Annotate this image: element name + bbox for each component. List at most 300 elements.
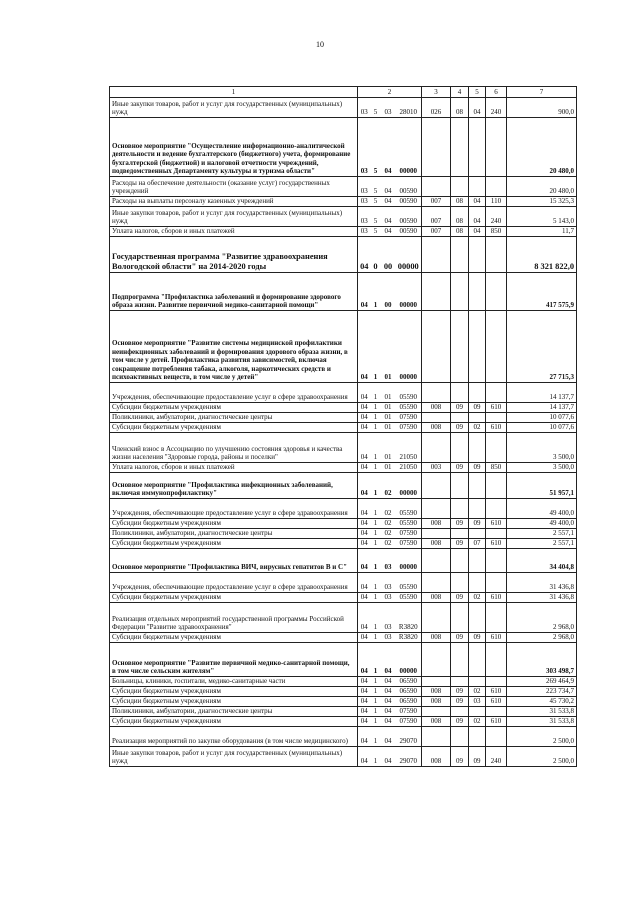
code-part-cell: 04 bbox=[358, 237, 371, 273]
table-row bbox=[110, 539, 577, 549]
row-name-cell: Членский взнос в Ассоциацию по улучшению состояния здоровья и качества жизни населения "Здоровые города, районы и поселки" bbox=[110, 433, 358, 463]
amount-cell: 31 533,8 bbox=[507, 717, 577, 727]
amount-cell: 10 077,6 bbox=[507, 423, 577, 433]
col4-cell: 09 bbox=[451, 687, 469, 697]
col6-cell: 610 bbox=[486, 633, 507, 643]
code-part-cell: 05590 bbox=[396, 383, 422, 403]
table-row bbox=[110, 463, 577, 473]
table-row bbox=[110, 177, 577, 197]
row-name-cell: Субсидии бюджетным учреждениям bbox=[110, 593, 358, 603]
code-part-cell: 02 bbox=[381, 529, 396, 539]
code-part-cell: 01 bbox=[381, 413, 396, 423]
code-part-cell: 04 bbox=[358, 549, 371, 573]
code-part-cell: 01 bbox=[381, 423, 396, 433]
code-part-cell: 1 bbox=[371, 273, 381, 311]
col5-cell bbox=[469, 118, 486, 177]
amount-cell: 2 557,1 bbox=[507, 539, 577, 549]
code-part-cell: 07590 bbox=[396, 529, 422, 539]
page-number: 10 bbox=[316, 40, 324, 49]
col4-cell: 09 bbox=[451, 593, 469, 603]
col5-cell bbox=[469, 603, 486, 633]
amount-cell: 14 137,7 bbox=[507, 403, 577, 413]
table-row bbox=[110, 573, 577, 593]
table-row bbox=[110, 717, 577, 727]
col5-cell: 03 bbox=[469, 697, 486, 707]
code-part-cell: 04 bbox=[358, 573, 371, 593]
row-name-cell: Субсидии бюджетным учреждениям bbox=[110, 697, 358, 707]
header-cell: 2 bbox=[358, 87, 422, 98]
code-part-cell: 1 bbox=[371, 519, 381, 529]
table-row bbox=[110, 549, 577, 573]
col4-cell: 09 bbox=[451, 697, 469, 707]
code-part-cell: 04 bbox=[381, 697, 396, 707]
code-part-cell: 04 bbox=[381, 707, 396, 717]
col4-cell: 09 bbox=[451, 423, 469, 433]
col5-cell bbox=[469, 529, 486, 539]
table-row bbox=[110, 197, 577, 207]
code-part-cell: 04 bbox=[358, 403, 371, 413]
code-part-cell: 01 bbox=[381, 403, 396, 413]
col4-cell bbox=[451, 499, 469, 519]
code-part-cell: 00590 bbox=[396, 207, 422, 227]
code-part-cell: 06590 bbox=[396, 677, 422, 687]
col6-cell bbox=[486, 177, 507, 197]
col4-cell bbox=[451, 273, 469, 311]
code-part-cell: 00 bbox=[381, 273, 396, 311]
col3-cell: 008 bbox=[422, 697, 451, 707]
col3-cell bbox=[422, 603, 451, 633]
amount-cell: 11,7 bbox=[507, 227, 577, 237]
col3-cell bbox=[422, 413, 451, 423]
col3-cell bbox=[422, 677, 451, 687]
code-part-cell: 04 bbox=[358, 383, 371, 403]
code-part-cell: 02 bbox=[381, 519, 396, 529]
code-part-cell: 04 bbox=[358, 633, 371, 643]
amount-cell: 34 404,8 bbox=[507, 549, 577, 573]
code-part-cell: 04 bbox=[381, 643, 396, 677]
code-part-cell: 1 bbox=[371, 643, 381, 677]
col4-cell bbox=[451, 707, 469, 717]
code-part-cell: 1 bbox=[371, 463, 381, 473]
row-name-cell: Субсидии бюджетным учреждениям bbox=[110, 633, 358, 643]
code-part-cell: 01 bbox=[381, 383, 396, 403]
col6-cell: 240 bbox=[486, 747, 507, 767]
code-part-cell: 04 bbox=[358, 707, 371, 717]
code-part-cell: 05590 bbox=[396, 499, 422, 519]
table-row bbox=[110, 227, 577, 237]
amount-cell: 417 575,9 bbox=[507, 273, 577, 311]
code-part-cell: 03 bbox=[381, 603, 396, 633]
col4-cell bbox=[451, 473, 469, 499]
code-part-cell: 03 bbox=[358, 177, 371, 197]
amount-cell: 31 436,8 bbox=[507, 573, 577, 593]
row-name-cell: Учреждения, обеспечивающие предоставление услуг в сфере здравоохранения bbox=[110, 383, 358, 403]
row-name-cell: Уплата налогов, сборов и иных платежей bbox=[110, 463, 358, 473]
amount-cell: 269 464,9 bbox=[507, 677, 577, 687]
col6-cell: 850 bbox=[486, 463, 507, 473]
header-cell: 3 bbox=[422, 87, 451, 98]
code-part-cell: 1 bbox=[371, 383, 381, 403]
row-name-cell: Субсидии бюджетным учреждениям bbox=[110, 539, 358, 549]
code-part-cell: 28010 bbox=[396, 98, 422, 118]
row-name-cell: Государственная программа "Развитие здравоохранения Вологодской области" на 2014-2020 годы bbox=[110, 237, 358, 273]
amount-cell: 2 500,0 bbox=[507, 747, 577, 767]
col4-cell bbox=[451, 603, 469, 633]
row-name-cell: Субсидии бюджетным учреждениям bbox=[110, 403, 358, 413]
amount-cell: 3 500,0 bbox=[507, 433, 577, 463]
amount-cell: 303 498,7 bbox=[507, 643, 577, 677]
header-cell: 6 bbox=[486, 87, 507, 98]
code-part-cell: 04 bbox=[358, 529, 371, 539]
col3-cell bbox=[422, 529, 451, 539]
row-name-cell: Уплата налогов, сборов и иных платежей bbox=[110, 227, 358, 237]
col3-cell: 008 bbox=[422, 593, 451, 603]
table-row bbox=[110, 687, 577, 697]
code-part-cell: 5 bbox=[371, 227, 381, 237]
code-part-cell: 00000 bbox=[396, 549, 422, 573]
table-row bbox=[110, 727, 577, 747]
table-row bbox=[110, 529, 577, 539]
col5-cell: 07 bbox=[469, 539, 486, 549]
col5-cell: 02 bbox=[469, 423, 486, 433]
code-part-cell: 1 bbox=[371, 747, 381, 767]
col3-cell bbox=[422, 273, 451, 311]
code-part-cell: 1 bbox=[371, 677, 381, 687]
code-part-cell: 0 bbox=[371, 237, 381, 273]
code-part-cell: 04 bbox=[358, 539, 371, 549]
row-name-cell: Иные закупки товаров, работ и услуг для государственных (муниципальных) нужд bbox=[110, 98, 358, 118]
table-row bbox=[110, 423, 577, 433]
code-part-cell: R3820 bbox=[396, 633, 422, 643]
col5-cell: 09 bbox=[469, 519, 486, 529]
amount-cell: 31 436,8 bbox=[507, 593, 577, 603]
code-part-cell: 04 bbox=[358, 697, 371, 707]
col4-cell bbox=[451, 549, 469, 573]
code-part-cell: 1 bbox=[371, 727, 381, 747]
col4-cell bbox=[451, 311, 469, 383]
col6-cell: 610 bbox=[486, 687, 507, 697]
code-part-cell: 00000 bbox=[396, 473, 422, 499]
code-part-cell: 07590 bbox=[396, 717, 422, 727]
amount-cell: 31 533,8 bbox=[507, 707, 577, 717]
col3-cell: 008 bbox=[422, 423, 451, 433]
amount-cell: 223 734,7 bbox=[507, 687, 577, 697]
col3-cell bbox=[422, 433, 451, 463]
code-part-cell: 29070 bbox=[396, 747, 422, 767]
row-name-cell: Основное мероприятие "Профилактика ВИЧ, вирусных гепатитов В и С" bbox=[110, 549, 358, 573]
table-header-row bbox=[110, 87, 577, 98]
code-part-cell: 04 bbox=[358, 463, 371, 473]
code-part-cell: 04 bbox=[358, 593, 371, 603]
col6-cell: 610 bbox=[486, 717, 507, 727]
header-cell: 7 bbox=[507, 87, 577, 98]
code-part-cell: 03 bbox=[381, 573, 396, 593]
row-name-cell: Основное мероприятие "Развитие системы медицинской профилактики неинфекционных заболеваний и формирования здорового образа жизни, в том числе у детей. Профилактика развития зависимостей, включая сокращение потребления табака, алкоголя, наркотических средств и психоактивных веществ, в том числе у детей" bbox=[110, 311, 358, 383]
code-part-cell: 04 bbox=[381, 207, 396, 227]
col6-cell bbox=[486, 549, 507, 573]
col6-cell: 610 bbox=[486, 423, 507, 433]
col6-cell bbox=[486, 677, 507, 687]
table-row bbox=[110, 519, 577, 529]
amount-cell: 14 137,7 bbox=[507, 383, 577, 403]
col5-cell: 09 bbox=[469, 633, 486, 643]
code-part-cell: 00000 bbox=[396, 237, 422, 273]
col6-cell: 610 bbox=[486, 697, 507, 707]
code-part-cell: 04 bbox=[381, 118, 396, 177]
amount-cell: 49 400,0 bbox=[507, 519, 577, 529]
amount-cell: 27 715,3 bbox=[507, 311, 577, 383]
code-part-cell: 02 bbox=[381, 539, 396, 549]
col6-cell bbox=[486, 643, 507, 677]
code-part-cell: 04 bbox=[358, 727, 371, 747]
code-part-cell: 5 bbox=[371, 177, 381, 197]
table-row bbox=[110, 499, 577, 519]
code-part-cell: 04 bbox=[381, 197, 396, 207]
code-part-cell: 1 bbox=[371, 687, 381, 697]
code-part-cell: 1 bbox=[371, 593, 381, 603]
code-part-cell: 03 bbox=[358, 98, 371, 118]
amount-cell: 5 143,0 bbox=[507, 207, 577, 227]
code-part-cell: 1 bbox=[371, 433, 381, 463]
table-row bbox=[110, 118, 577, 177]
col4-cell: 09 bbox=[451, 747, 469, 767]
amount-cell: 2 968,0 bbox=[507, 633, 577, 643]
amount-cell: 45 730,2 bbox=[507, 697, 577, 707]
code-part-cell: 1 bbox=[371, 311, 381, 383]
col3-cell: 007 bbox=[422, 207, 451, 227]
col6-cell bbox=[486, 311, 507, 383]
code-part-cell: 00000 bbox=[396, 643, 422, 677]
col6-cell: 610 bbox=[486, 519, 507, 529]
col4-cell bbox=[451, 177, 469, 197]
code-part-cell: 07590 bbox=[396, 413, 422, 423]
code-part-cell: 00000 bbox=[396, 118, 422, 177]
code-part-cell: 02 bbox=[381, 473, 396, 499]
col5-cell: 04 bbox=[469, 197, 486, 207]
col5-cell: 04 bbox=[469, 207, 486, 227]
code-part-cell: 5 bbox=[371, 98, 381, 118]
col5-cell bbox=[469, 677, 486, 687]
row-name-cell: Иные закупки товаров, работ и услуг для государственных (муниципальных) нужд bbox=[110, 207, 358, 227]
code-part-cell: 00 bbox=[381, 237, 396, 273]
row-name-cell: Расходы на выплаты персоналу казенных учреждений bbox=[110, 197, 358, 207]
col6-cell bbox=[486, 237, 507, 273]
code-part-cell: 03 bbox=[381, 98, 396, 118]
amount-cell: 20 480,0 bbox=[507, 177, 577, 197]
code-part-cell: 1 bbox=[371, 473, 381, 499]
col6-cell: 240 bbox=[486, 207, 507, 227]
col3-cell: 007 bbox=[422, 227, 451, 237]
row-name-cell: Субсидии бюджетным учреждениям bbox=[110, 519, 358, 529]
col3-cell: 007 bbox=[422, 197, 451, 207]
col5-cell bbox=[469, 549, 486, 573]
row-name-cell: Учреждения, обеспечивающие предоставление услуг в сфере здравоохранения bbox=[110, 573, 358, 593]
code-part-cell: 1 bbox=[371, 403, 381, 413]
table-row bbox=[110, 633, 577, 643]
col4-cell bbox=[451, 677, 469, 687]
code-part-cell: 02 bbox=[381, 499, 396, 519]
col4-cell: 09 bbox=[451, 403, 469, 413]
code-part-cell: 21050 bbox=[396, 433, 422, 463]
row-name-cell: Реализация мероприятий по закупке оборудования (в том числе медицинского) bbox=[110, 727, 358, 747]
row-name-cell: Реализация отдельных мероприятий государственной программы Российской Федерации "Развитие здравоохранения" bbox=[110, 603, 358, 633]
col6-cell: 610 bbox=[486, 539, 507, 549]
table-row bbox=[110, 677, 577, 687]
col6-cell bbox=[486, 529, 507, 539]
col3-cell: 003 bbox=[422, 463, 451, 473]
col4-cell bbox=[451, 643, 469, 677]
header-cell: 1 bbox=[110, 87, 358, 98]
col3-cell: 008 bbox=[422, 539, 451, 549]
col3-cell: 008 bbox=[422, 747, 451, 767]
table-row bbox=[110, 273, 577, 311]
col6-cell bbox=[486, 727, 507, 747]
table-row bbox=[110, 413, 577, 423]
code-part-cell: 1 bbox=[371, 717, 381, 727]
table-row bbox=[110, 237, 577, 273]
col3-cell: 008 bbox=[422, 717, 451, 727]
table-row bbox=[110, 98, 577, 118]
amount-cell: 2 500,0 bbox=[507, 727, 577, 747]
col3-cell bbox=[422, 177, 451, 197]
table-row bbox=[110, 603, 577, 633]
code-part-cell: 1 bbox=[371, 603, 381, 633]
col3-cell: 008 bbox=[422, 633, 451, 643]
row-name-cell: Больницы, клиники, госпитали, медико-санитарные части bbox=[110, 677, 358, 687]
row-name-cell: Учреждения, обеспечивающие предоставление услуг в сфере здравоохранения bbox=[110, 499, 358, 519]
amount-cell: 900,0 bbox=[507, 98, 577, 118]
amount-cell: 10 077,6 bbox=[507, 413, 577, 423]
col4-cell: 08 bbox=[451, 227, 469, 237]
code-part-cell: 04 bbox=[358, 643, 371, 677]
table-row bbox=[110, 207, 577, 227]
code-part-cell: 1 bbox=[371, 707, 381, 717]
col3-cell: 008 bbox=[422, 403, 451, 413]
col6-cell bbox=[486, 603, 507, 633]
col3-cell bbox=[422, 383, 451, 403]
col4-cell: 08 bbox=[451, 207, 469, 227]
col5-cell: 02 bbox=[469, 717, 486, 727]
code-part-cell: 04 bbox=[358, 717, 371, 727]
code-part-cell: 03 bbox=[358, 207, 371, 227]
header-cell: 4 bbox=[451, 87, 469, 98]
col5-cell bbox=[469, 311, 486, 383]
code-part-cell: 1 bbox=[371, 423, 381, 433]
col3-cell bbox=[422, 311, 451, 383]
code-part-cell: 1 bbox=[371, 529, 381, 539]
col3-cell bbox=[422, 499, 451, 519]
col6-cell bbox=[486, 383, 507, 403]
amount-cell: 51 957,1 bbox=[507, 473, 577, 499]
col4-cell bbox=[451, 118, 469, 177]
code-part-cell: 21050 bbox=[396, 463, 422, 473]
col4-cell: 09 bbox=[451, 539, 469, 549]
col5-cell bbox=[469, 433, 486, 463]
code-part-cell: 04 bbox=[381, 747, 396, 767]
code-part-cell: 03 bbox=[381, 593, 396, 603]
col5-cell bbox=[469, 413, 486, 423]
code-part-cell: 07590 bbox=[396, 539, 422, 549]
col4-cell bbox=[451, 433, 469, 463]
code-part-cell: 04 bbox=[358, 519, 371, 529]
code-part-cell: 1 bbox=[371, 539, 381, 549]
col4-cell bbox=[451, 413, 469, 423]
budget-table bbox=[109, 86, 577, 767]
col6-cell bbox=[486, 499, 507, 519]
code-part-cell: 04 bbox=[381, 727, 396, 747]
col4-cell: 09 bbox=[451, 717, 469, 727]
row-name-cell: Иные закупки товаров, работ и услуг для государственных (муниципальных) нужд bbox=[110, 747, 358, 767]
col4-cell bbox=[451, 573, 469, 593]
row-name-cell: Основное мероприятие "Осуществление информационно-аналитической деятельности и ведение бухгалтерского (бюджетного) учета, формирование бухгалтерской (бюджетной) и налоговой отчетности учреждений, подведомственных Департаменту культуры и туризма области" bbox=[110, 118, 358, 177]
col5-cell bbox=[469, 273, 486, 311]
table-row bbox=[110, 433, 577, 463]
col6-cell: 850 bbox=[486, 227, 507, 237]
code-part-cell: 03 bbox=[358, 118, 371, 177]
col5-cell bbox=[469, 707, 486, 717]
code-part-cell: 05590 bbox=[396, 403, 422, 413]
row-name-cell: Подпрограмма "Профилактика заболеваний и формирование здорового образа жизни. Развитие первичной медико-санитарной помощи" bbox=[110, 273, 358, 311]
col3-cell: 026 bbox=[422, 98, 451, 118]
amount-cell: 2 557,1 bbox=[507, 529, 577, 539]
code-part-cell: 1 bbox=[371, 413, 381, 423]
code-part-cell: 04 bbox=[381, 227, 396, 237]
col3-cell bbox=[422, 237, 451, 273]
row-name-cell: Основное мероприятие "Развитие первичной медико-санитарной помощи, в том числе сельским жителям" bbox=[110, 643, 358, 677]
code-part-cell: 04 bbox=[381, 677, 396, 687]
code-part-cell: 1 bbox=[371, 633, 381, 643]
code-part-cell: 03 bbox=[381, 549, 396, 573]
col4-cell: 09 bbox=[451, 633, 469, 643]
code-part-cell: 04 bbox=[358, 687, 371, 697]
col3-cell: 008 bbox=[422, 519, 451, 529]
code-part-cell: 00000 bbox=[396, 273, 422, 311]
code-part-cell: 29070 bbox=[396, 727, 422, 747]
col4-cell: 09 bbox=[451, 463, 469, 473]
table-row bbox=[110, 747, 577, 767]
amount-cell: 49 400,0 bbox=[507, 499, 577, 519]
col6-cell: 240 bbox=[486, 98, 507, 118]
table-row bbox=[110, 697, 577, 707]
code-part-cell: 04 bbox=[358, 473, 371, 499]
col5-cell: 04 bbox=[469, 98, 486, 118]
code-part-cell: 04 bbox=[381, 177, 396, 197]
row-name-cell: Поликлиники, амбулатории, диагностические центры bbox=[110, 707, 358, 717]
col6-cell bbox=[486, 473, 507, 499]
col4-cell bbox=[451, 529, 469, 539]
code-part-cell: 00590 bbox=[396, 227, 422, 237]
amount-cell: 8 321 822,0 bbox=[507, 237, 577, 273]
col6-cell bbox=[486, 413, 507, 423]
col6-cell bbox=[486, 118, 507, 177]
row-name-cell: Субсидии бюджетным учреждениям bbox=[110, 423, 358, 433]
table-row bbox=[110, 473, 577, 499]
table-row bbox=[110, 593, 577, 603]
code-part-cell: 04 bbox=[358, 499, 371, 519]
code-part-cell: 04 bbox=[381, 687, 396, 697]
code-part-cell: 04 bbox=[358, 413, 371, 423]
code-part-cell: 03 bbox=[358, 197, 371, 207]
code-part-cell: 07590 bbox=[396, 707, 422, 717]
col5-cell bbox=[469, 177, 486, 197]
code-part-cell: 01 bbox=[381, 311, 396, 383]
code-part-cell: 05590 bbox=[396, 593, 422, 603]
col3-cell bbox=[422, 727, 451, 747]
col4-cell: 09 bbox=[451, 519, 469, 529]
col4-cell: 08 bbox=[451, 98, 469, 118]
col5-cell bbox=[469, 643, 486, 677]
code-part-cell: 1 bbox=[371, 549, 381, 573]
